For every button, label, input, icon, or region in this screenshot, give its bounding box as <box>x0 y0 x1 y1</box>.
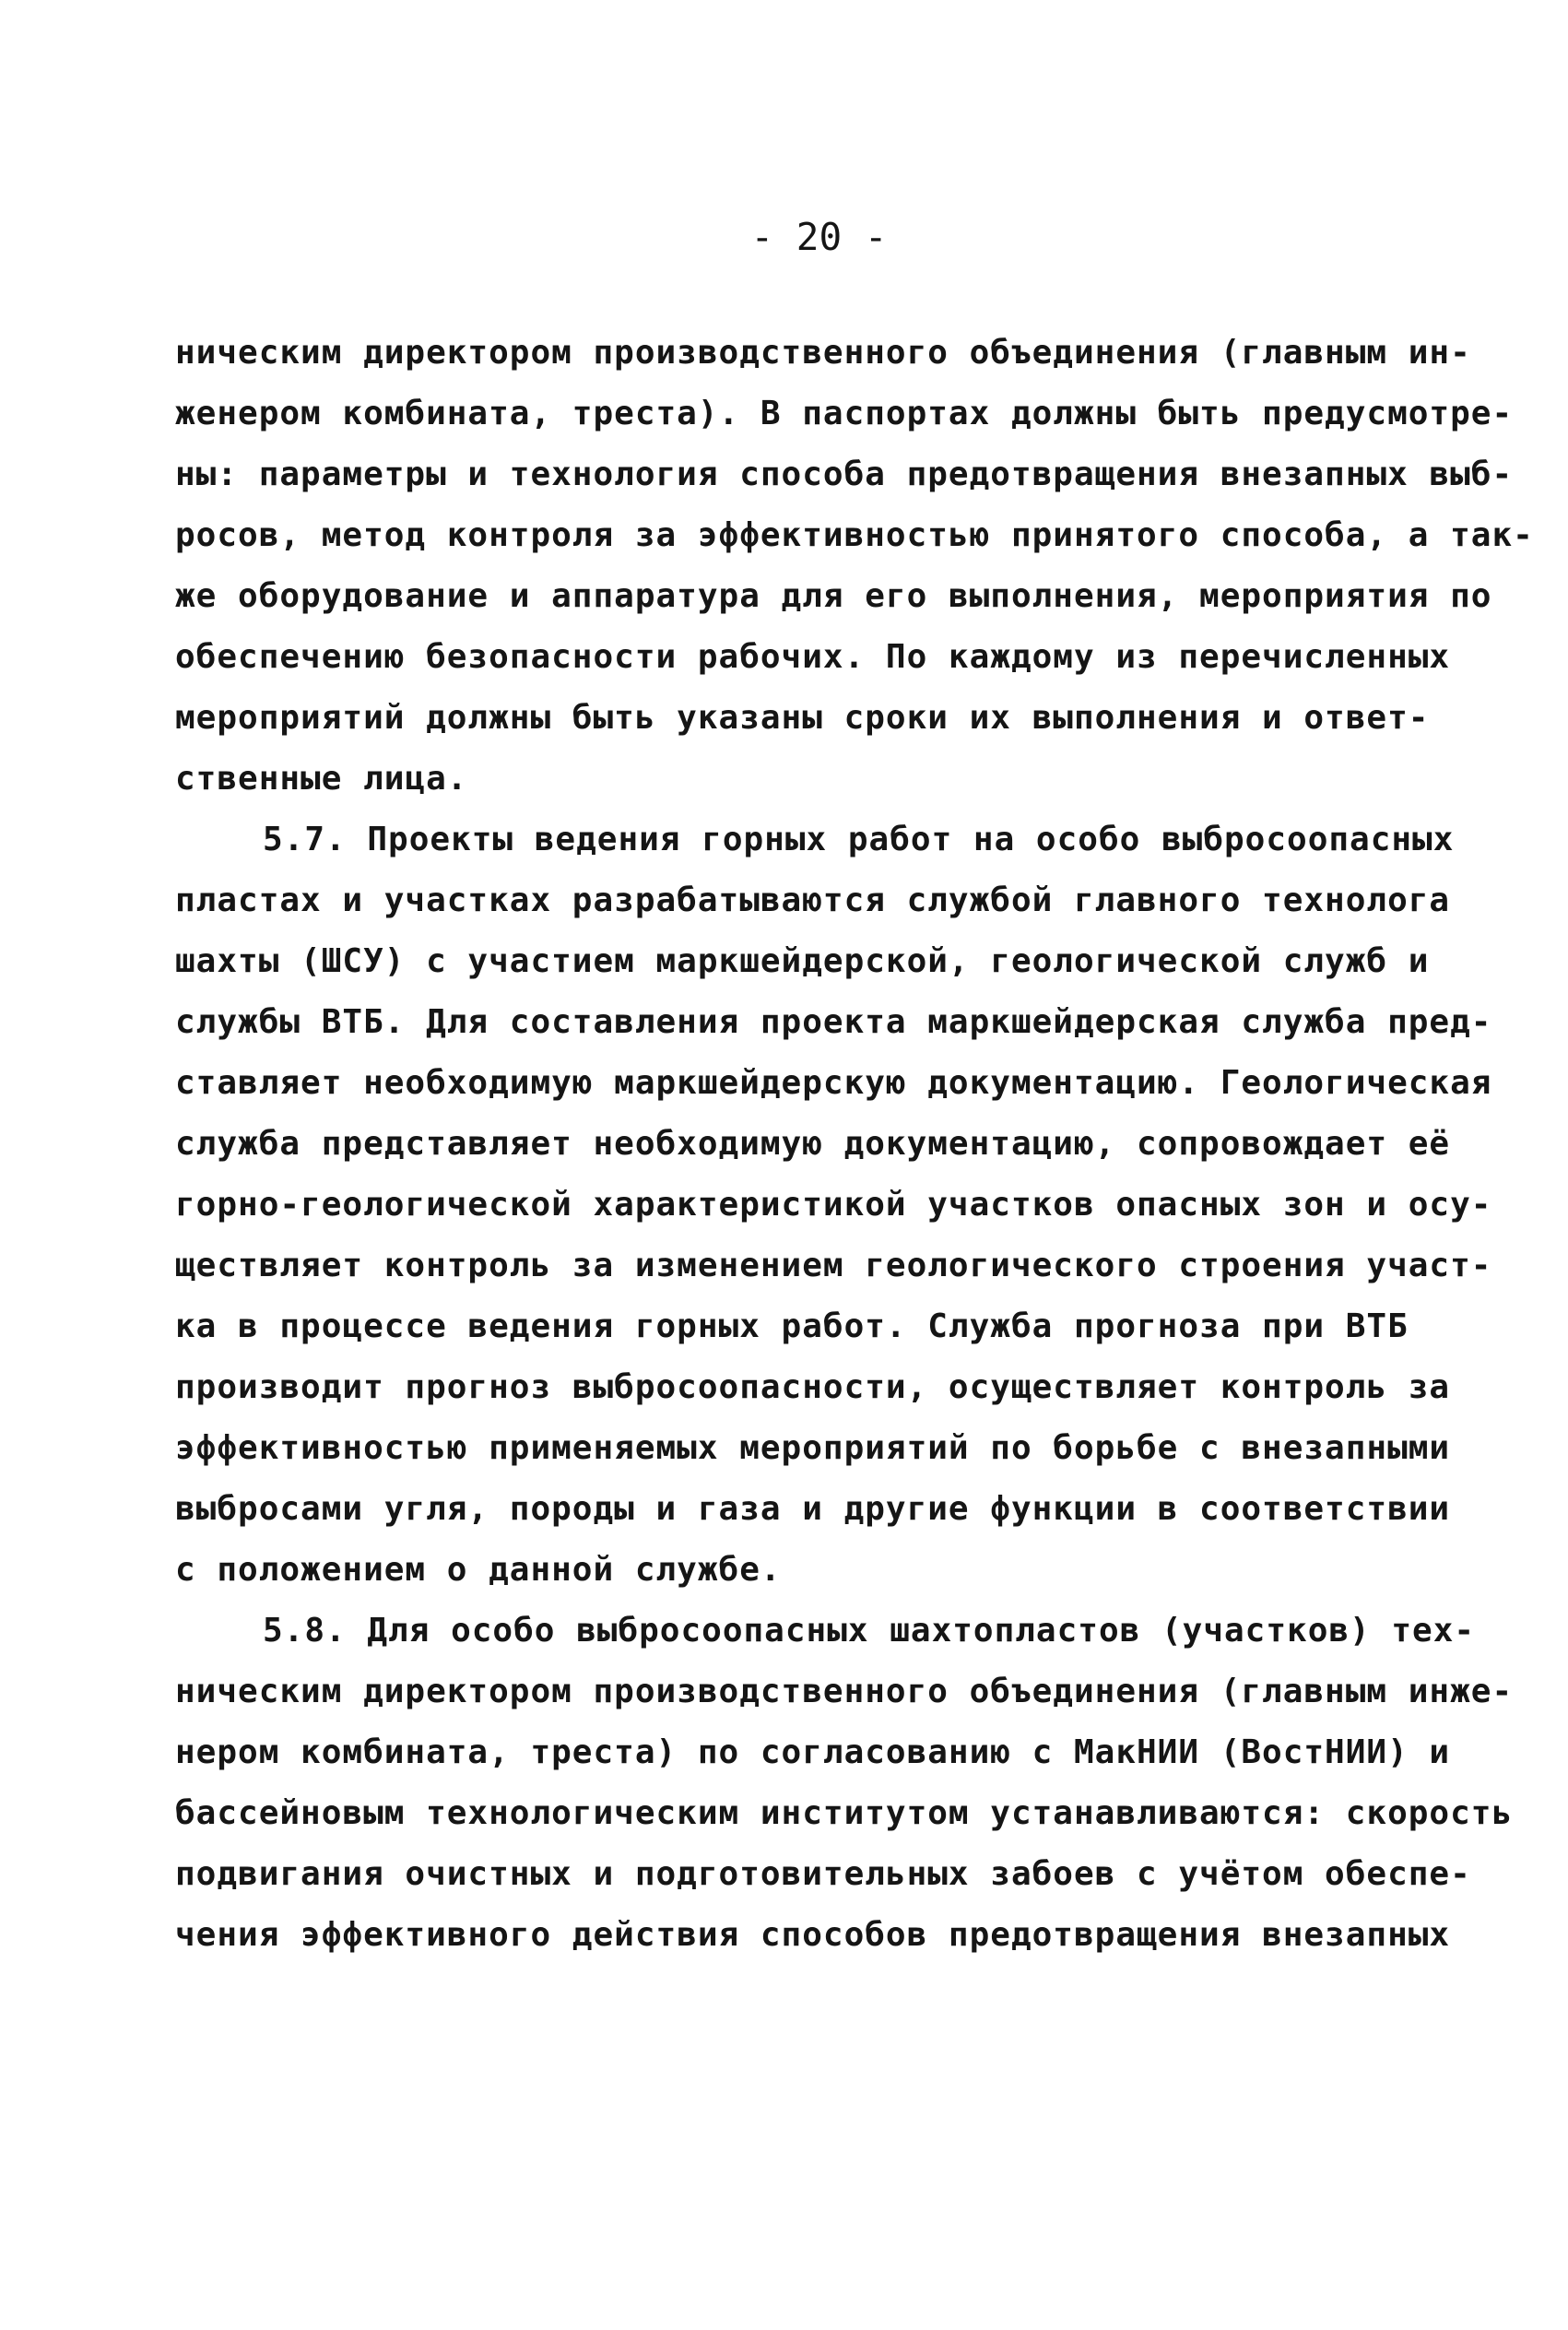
text-line: пластах и участках разрабатываются службой главного технолога <box>175 881 1451 919</box>
page-number: - 20 - <box>750 215 888 259</box>
text-line: ническим директором производственного объединения (главным ин- <box>175 334 1471 372</box>
text-line: с положением о данной службе. <box>175 1551 782 1589</box>
text-line: ны: параметры и технология способа предотвращения внезапных выб- <box>175 455 1514 493</box>
text-line: обеспечению безопасности рабочих. По каждому из перечисленных <box>175 638 1451 676</box>
text-line: ществляет контроль за изменением геологического строения участ- <box>175 1247 1492 1284</box>
text-line: ставляет необходимую маркшейдерскую документацию. Геологическая <box>175 1064 1492 1102</box>
text-line: ническим директором производственного объединения (главным инже- <box>175 1673 1514 1710</box>
text-line: ка в процессе ведения горных работ. Служба прогноза при ВТБ <box>175 1307 1409 1345</box>
text-line: 5.7. Проекты ведения горных работ на особо выбросоопасных <box>263 821 1455 858</box>
text-line: же оборудование и аппаратура для его выполнения, мероприятия по <box>175 577 1492 615</box>
text-line: служба представляет необходимую документацию, сопровождает её <box>175 1125 1451 1163</box>
text-line: горно-геологической характеристикой участков опасных зон и осу- <box>175 1186 1492 1224</box>
text-line: бассейновым технологическим институтом устанавливаются: скорость <box>175 1794 1514 1832</box>
text-line: мероприятий должны быть указаны сроки их выполнения и ответ- <box>175 699 1430 737</box>
text-line: производит прогноз выбросоопасности, осуществляет контроль за <box>175 1368 1451 1406</box>
text-line: женером комбината, треста). В паспортах должны быть предусмотре- <box>175 395 1514 432</box>
text-line: шахты (ШСУ) с участием маркшейдерской, геологической служб и <box>175 942 1430 980</box>
body-text <box>175 323 1534 1966</box>
text-line: чения эффективного действия способов предотвращения внезапных <box>175 1916 1451 1954</box>
text-line: 5.8. Для особо выбросоопасных шахтопластов (участков) тех- <box>263 1612 1476 1650</box>
text-line: ственные лица. <box>175 760 468 798</box>
text-line: подвигания очистных и подготовительных забоев с учётом обеспе- <box>175 1855 1471 1893</box>
text-line: росов, метод контроля за эффективностью принятого способа, а так- <box>175 516 1534 554</box>
text-line: эффективностью применяемых мероприятий по борьбе с внезапными <box>175 1429 1451 1467</box>
text-line: выбросами угля, породы и газа и другие функции в соответствии <box>175 1490 1451 1528</box>
text-line: нером комбината, треста) по согласованию с МакНИИ (ВостНИИ) и <box>175 1733 1451 1771</box>
text-line: службы ВТБ. Для составления проекта маркшейдерская служба пред- <box>175 1003 1492 1041</box>
